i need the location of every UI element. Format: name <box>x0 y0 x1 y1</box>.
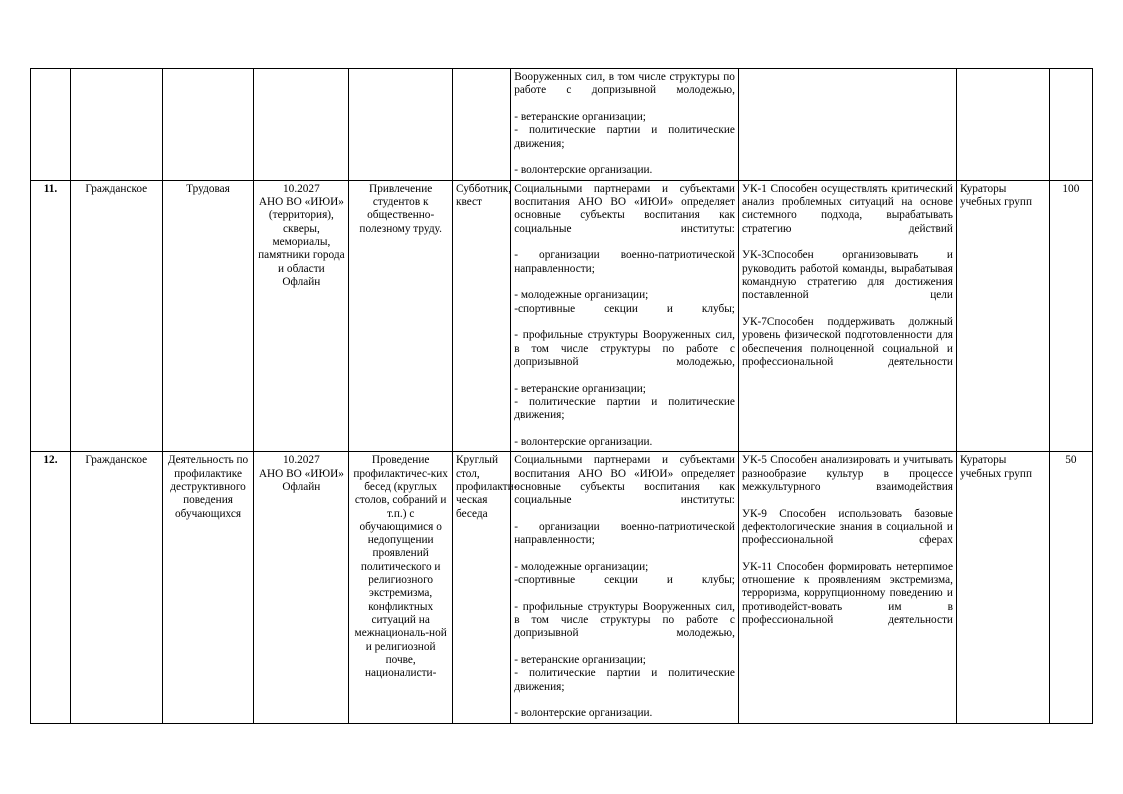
cell-number: 11. <box>31 180 71 452</box>
cell-date <box>254 180 349 452</box>
date-mode: Офлайн <box>282 275 321 288</box>
cell-responsible: Кураторы учебных групп <box>956 180 1049 452</box>
partners-line: - политические партии и политические движения; <box>514 124 735 150</box>
partners-line: - политические партии и политические движения; <box>514 395 735 422</box>
partners-line: - молодежные организации; <box>514 560 649 573</box>
cell-partners <box>511 69 739 181</box>
partners-line: - молодежные организации; <box>514 289 649 302</box>
partners-line: - ветеранские организации; <box>514 382 646 395</box>
cell-form <box>452 69 510 181</box>
cell-direction: Гражданское <box>70 180 162 452</box>
competency-line: УК-9 Способен использовать базовые дефектологические знания в социальной и профессиональной сферах <box>741 507 953 547</box>
competency-line: УК-5 Способен анализировать и учитывать разнообразие культур в процессе межкультурного взаимодействия <box>741 454 953 493</box>
cell-activity <box>162 69 254 181</box>
partners-line: - волонтерские организации. <box>514 435 653 448</box>
table-row <box>31 69 1093 181</box>
cell-responsible <box>956 69 1049 181</box>
date-place: АНО ВО «ИЮИ» (территория), скверы, мемориалы, памятники города и области <box>258 195 345 275</box>
cell-activity: Деятельность по профилактике деструктивного поведения обучающихся <box>162 452 254 724</box>
cell-count <box>1049 69 1092 181</box>
cell-competencies <box>738 180 956 452</box>
partners-line: - ветеранские организации; <box>514 654 646 667</box>
competency-line: УК-3Способен организовывать и руководить работой команды, вырабатывая командную стратегию для достижения поставленной цели <box>741 249 953 302</box>
cell-date <box>254 69 349 181</box>
partners-line: - волонтерские организации. <box>514 707 653 720</box>
partners-line: - профильные структуры Вооруженных сил, в том числе структуры по работе с допризывной молодежью, <box>514 600 735 640</box>
cell-competencies <box>738 69 956 181</box>
cell-form: Круглый стол, профилакти-ческая беседа <box>452 452 510 724</box>
cell-content: Привлечение студентов к общественно-полезному труду. <box>349 180 453 452</box>
cell-content <box>349 69 453 181</box>
cell-date <box>254 452 349 724</box>
cell-responsible: Кураторы учебных групп <box>956 452 1049 724</box>
partners-line: - волонтерские организации. <box>514 164 653 177</box>
table-row <box>31 452 1093 724</box>
partners-line: Социальными партнерами и субъектами воспитания АНО ВО «ИЮИ» определяет основные субъекты воспитания как социальные институты: <box>514 182 735 235</box>
cell-partners <box>511 180 739 452</box>
partners-line: Вооруженных сил, в том числе структуры по работе с допризывной молодежью, <box>514 71 735 97</box>
plan-table <box>30 68 1093 724</box>
cell-count: 50 <box>1049 452 1092 724</box>
cell-direction: Гражданское <box>70 452 162 724</box>
cell-form: Субботник, квест <box>452 180 510 452</box>
competency-line: УК-7Способен поддерживать должный уровень физической подготовленности для обеспечения полноценной социальной и профессиональной деятельности <box>741 315 953 368</box>
date-place: АНО ВО «ИЮИ» <box>258 467 344 480</box>
partners-line: - организации военно-патриотической направленности; <box>514 249 735 275</box>
cell-number: 12. <box>31 452 71 724</box>
cell-number <box>31 69 71 181</box>
cell-activity: Трудовая <box>162 180 254 452</box>
date-mode: Офлайн <box>282 480 321 493</box>
competency-line: УК-11 Способен формировать нетерпимое отношение к проявлениям экстремизма, терроризма, коррупционному поведению и противодейст-вовать им в профессиональной деятельности <box>741 560 953 627</box>
table-row <box>31 180 1093 452</box>
date-line: 10.2027 <box>283 454 320 467</box>
partners-line: - профильные структуры Вооруженных сил, в том числе структуры по работе с допризывной молодежью, <box>514 329 735 368</box>
partners-line: -спортивные секции и клубы; <box>514 574 735 587</box>
date-line: 10.2027 <box>283 182 320 195</box>
partners-line: - организации военно-патриотической направленности; <box>514 520 735 547</box>
cell-partners <box>511 452 739 724</box>
cell-content: Проведение профилактичес-ких бесед (круглых столов, собраний и т.п.) с обучающимися о недопущении проявлений политического и религиозного экстремизма, конфликтных ситуаций на межнациональ-ной и религиозной почве, националисти- <box>349 452 453 724</box>
cell-direction <box>70 69 162 181</box>
partners-line: -спортивные секции и клубы; <box>514 302 735 315</box>
partners-line: - политические партии и политические движения; <box>514 667 735 693</box>
cell-competencies <box>738 452 956 724</box>
partners-line: - ветеранские организации; <box>514 110 646 123</box>
competency-line: УК-1 Способен осуществлять критический анализ проблемных ситуаций на основе системного подхода, вырабатывать стратегию действий <box>741 182 953 235</box>
partners-line: Социальными партнерами и субъектами воспитания АНО ВО «ИЮИ» определяет основные субъекты воспитания как социальные институты: <box>514 454 735 507</box>
cell-count: 100 <box>1049 180 1092 452</box>
